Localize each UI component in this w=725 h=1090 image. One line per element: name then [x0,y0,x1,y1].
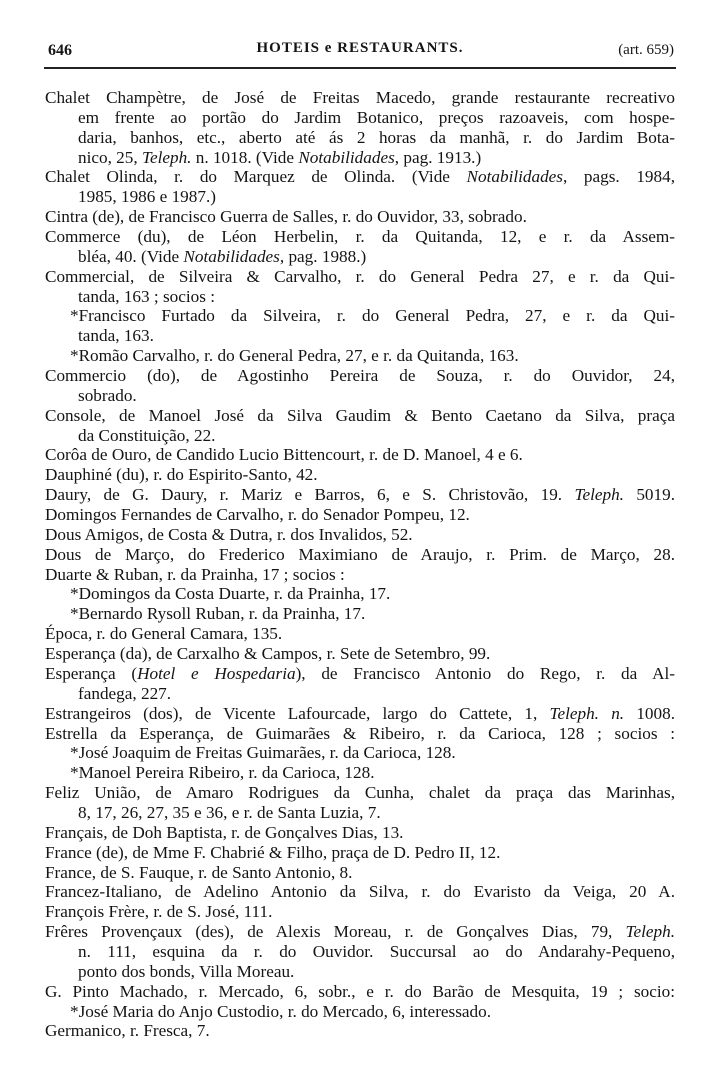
text: n. 1018. (Vide [191,147,299,167]
running-header [46,38,674,62]
text: 5019. [623,485,676,505]
italic-text: Notabilidades [183,246,280,266]
article-reference: (art. 659) [618,42,674,58]
entry-line [45,505,675,525]
entry-line [45,88,675,108]
entry-line [45,783,675,803]
text: *José Joaquim de Freitas Guimarães, r. da Carioca, 128. [70,743,456,763]
entry-line [45,882,675,902]
entry-line [45,366,675,386]
text: daria, banhos, etc., aberto até ás 2 horas da manhã, r. do Jardim Bota- [78,127,675,147]
entry-line [45,843,675,863]
continuation-line [45,148,675,168]
entry-line [45,664,675,684]
entry-line [45,624,675,644]
entry-line [45,644,675,664]
text: *Bernardo Rysoll Ruban, r. da Prainha, 17. [70,604,366,624]
italic-text: Teleph. [625,922,675,942]
entry-line [45,982,675,1002]
text: Esperança ( [45,663,138,683]
continuation-line [45,684,675,704]
text: ponto dos bonds, Villa Moreau. [78,961,295,981]
entry-line [45,525,675,545]
continuation-line [45,128,675,148]
continuation-line [45,962,675,982]
text: , pag. 1913.) [394,147,482,167]
entry-line [45,207,675,227]
partner-line [45,1002,675,1022]
italic-text: Teleph. [574,485,624,505]
italic-text: Hotel e Hospedaria [137,663,296,683]
entry-line [45,406,675,426]
text: Commercial, de Silveira & Carvalho, r. do General Pedra 27, e r. da Qui- [45,266,675,286]
text: Dauphiné (du), r. do Espirito-Santo, 42. [45,465,318,485]
text: Console, de Manoel José da Silva Gaudim & Bento Caetano da Silva, praça [45,405,675,425]
italic-text: Teleph. [141,147,192,167]
partner-line [45,763,675,783]
text: Daury, de G. Daury, r. Mariz e Barros, 6, e S. Christovão, 19. [45,485,575,505]
text: Época, r. do General Camara, 135. [45,624,283,644]
text: da Constituição, 22. [78,425,216,445]
entry-line [45,704,675,724]
text: Chalet Champètre, de José de Freitas Macedo, grande restaurante recreativo [45,88,675,107]
entry-line [45,565,675,585]
text: Francez-Italiano, de Adelino Antonio da Silva, r. do Evaristo da Veiga, 20 A. [45,882,675,902]
text: sobrado. [78,385,137,405]
continuation-line [45,326,675,346]
italic-text: Notabilidades [298,147,395,167]
text: Estrangeiros (dos), de Vicente Lafourcade, largo do Cattete, 1, [45,703,550,723]
text: , pag. 1988.) [279,246,367,266]
text: ), de Francisco Antonio do Rego, r. da Al- [295,663,675,683]
text: 1985, 1986 e 1987.) [78,187,216,207]
text: Estrella da Esperança, de Guimarães & Ribeiro, r. da Carioca, 128 ; socios : [45,723,675,743]
continuation-line [45,108,675,128]
continuation-line [45,803,675,823]
italic-text: Notabilidades [466,167,563,187]
page-title: HOTEIS e RESTAURANTS. [256,40,464,56]
continuation-line [45,386,675,406]
partner-line [45,604,675,624]
entry-line [45,445,675,465]
text: *Manoel Pereira Ribeiro, r. da Carioca, 128. [70,763,375,783]
directory-listing [45,88,675,1041]
page-number: 646 [48,42,72,59]
continuation-line [45,426,675,446]
text: Commercio (do), de Agostinho Pereira de Souza, r. do Ouvidor, 24, [45,366,675,386]
text: Commerce (du), de Léon Herbelin, r. da Quitanda, 12, e r. da Assem- [45,227,675,247]
entry-line [45,545,675,565]
text: tanda, 163. [78,326,154,346]
entry-line [45,167,675,187]
text: *Francisco Furtado da Silveira, r. do General Pedra, 27, e r. da Qui- [70,306,675,326]
text: G. Pinto Machado, r. Mercado, 6, sobr., e r. do Barão de Mesquita, 19 ; socio: [45,981,675,1001]
text: Frêres Provençaux (des), de Alexis Moreau, r. de Gonçalves Dias, 79, [45,922,626,942]
text: Dous de Março, do Frederico Maximiano de Araujo, r. Prim. de Março, 28. [45,544,675,564]
entry-line [45,1021,675,1041]
text: *Domingos da Costa Duarte, r. da Prainha, 17. [70,584,391,604]
text: Domingos Fernandes de Carvalho, r. do Senador Pompeu, 12. [45,505,470,525]
text: Germanico, r. Fresca, 7. [45,1021,210,1041]
text: 8, 17, 26, 27, 35 e 36, e r. de Santa Luzia, 7. [78,802,381,822]
entry-line [45,922,675,942]
text: *Romão Carvalho, r. do General Pedra, 27, e r. da Quitanda, 163. [70,346,519,366]
text: Dous Amigos, de Costa & Dutra, r. dos Invalidos, 52. [45,524,413,544]
text: Corôa de Ouro, de Candido Lucio Bittencourt, r. de D. Manoel, 4 e 6. [45,445,523,465]
continuation-line [45,187,675,207]
entry-line [45,465,675,485]
partner-line [45,346,675,366]
continuation-line [45,247,675,267]
text: France, de S. Fauque, r. de Santo Antonio, 8. [45,862,353,882]
text: fandega, 227. [78,683,172,703]
entry-line [45,227,675,247]
entry-line [45,267,675,287]
text: em frente ao portão do Jardim Botanico, preços razoaveis, com hospe- [78,107,675,127]
text: nico, 25, [78,147,142,167]
continuation-line [45,287,675,307]
text: Feliz União, de Amaro Rodrigues da Cunha, chalet da praça das Marinhas, [45,783,675,803]
entry-line [45,724,675,744]
entry-line [45,823,675,843]
text: Cintra (de), de Francisco Guerra de Salles, r. do Ouvidor, 33, sobrado. [45,207,527,227]
text: France (de), de Mme F. Chabrié & Filho, praça de D. Pedro II, 12. [45,842,501,862]
text: Français, de Doh Baptista, r. de Gonçalves Dias, 13. [45,822,404,842]
text: tanda, 163 ; socios : [78,286,216,306]
text: , pags. 1984, [563,167,675,187]
partner-line [45,306,675,326]
entry-line [45,485,675,505]
header-rule [44,67,676,69]
text: 1008. [624,703,676,723]
continuation-line [45,942,675,962]
entry-line [45,902,675,922]
text: bléa, 40. (Vide [78,246,184,266]
text: Chalet Olinda, r. do Marquez de Olinda. (Vide [45,167,467,187]
partner-line [45,743,675,763]
partner-line [45,584,675,604]
text: Esperança (da), de Carxalho & Campos, r. Sete de Setembro, 99. [45,644,491,664]
text: *José Maria do Anjo Custodio, r. do Mercado, 6, interessado. [70,1001,492,1021]
italic-text: Teleph. n. [549,703,625,723]
text: François Frère, r. de S. José, 111. [45,902,273,922]
text: Duarte & Ruban, r. da Prainha, 17 ; socios : [45,564,345,584]
entry-line [45,863,675,883]
text: n. 111, esquina da r. do Ouvidor. Succursal ao do Andarahy-Pequeno, [78,941,675,961]
